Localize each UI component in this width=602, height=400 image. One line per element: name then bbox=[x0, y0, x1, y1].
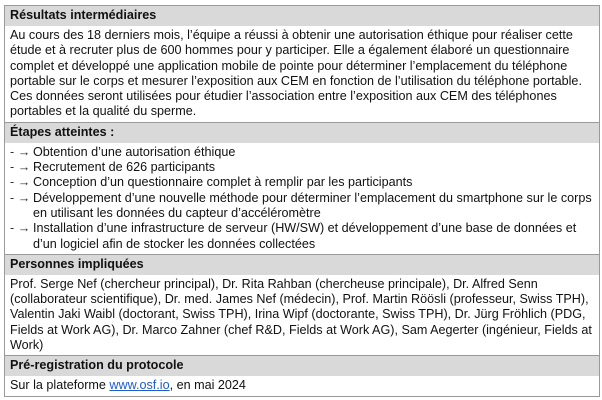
results-text: Au cours des 18 derniers mois, l’équipe a réussi à obtenir une autorisation éthique pour réaliser cette étude et à recruter plus de 600 hommes pour y participer. Elle a également élaboré un questionnaire complet et développé une application mobile de pointe pour déterminer l’emplacement du téléphone portable sur le corps et mesurer l’exposition aux CEM en fonction de l’utilisation du téléphone portable. Ces données seront utilisées pour étudier l’association entre l’exposition aux CEM des téléphones portables et la qualité du sperme. bbox=[10, 28, 582, 119]
arrow-bullet-icon: - → bbox=[10, 190, 31, 205]
arrow-bullet-icon: - → bbox=[10, 144, 31, 159]
arrow-bullet-icon: - → bbox=[10, 175, 31, 190]
osf-link[interactable]: www.osf.io bbox=[109, 378, 170, 393]
list-item: - → Développement d’une nouvelle méthode pour déterminer l’emplacement du smartphone sur le corps en utilisant les données du capteur d’accéléromètre bbox=[10, 190, 592, 220]
list-item: - → Recrutement de 626 participants bbox=[10, 160, 216, 175]
people-heading: Personnes impliquées bbox=[5, 254, 599, 275]
steps-body bbox=[5, 143, 599, 254]
steps-heading: Étapes atteintes : bbox=[5, 122, 599, 143]
preregistration-text: Sur la plateforme www.osf.io, en mai 2024 bbox=[10, 378, 246, 393]
results-heading: Résultats intermédiaires bbox=[5, 6, 599, 26]
people-text: Prof. Serge Nef (chercheur principal), Dr. Rita Rahban (chercheuse principale), Dr. Alfred Senn (collaborateur scientifique), Dr. med. James Nef (médecin), Prof. Martin Röösli (professeur, Swiss TPH), Valentin Jaki Waibl (doctorant, Swiss TPH), Irina Wipf (doctorante, Swiss TPH), Dr. Jürg Fröhlich (PDG, Fields at Work AG), Dr. Marco Zahner (chef R&D, Fields at Work AG), Sam Aegerter (ingénieur, Fields at Work) bbox=[10, 276, 592, 353]
preregistration-heading: Pré-registration du protocole bbox=[5, 355, 599, 376]
info-table bbox=[4, 5, 600, 397]
arrow-bullet-icon: - → bbox=[10, 221, 31, 236]
list-item: - → Obtention d’une autorisation éthique bbox=[10, 144, 236, 159]
list-item: - → Conception d’un questionnaire complet à remplir par les participants bbox=[10, 175, 413, 190]
steps-list bbox=[10, 145, 593, 252]
arrow-bullet-icon: - → bbox=[10, 160, 31, 175]
list-item: - → Installation d’une infrastructure de serveur (HW/SW) et développement d’une base de données et d’un logiciel afin de stocker les données collectées bbox=[10, 221, 577, 251]
